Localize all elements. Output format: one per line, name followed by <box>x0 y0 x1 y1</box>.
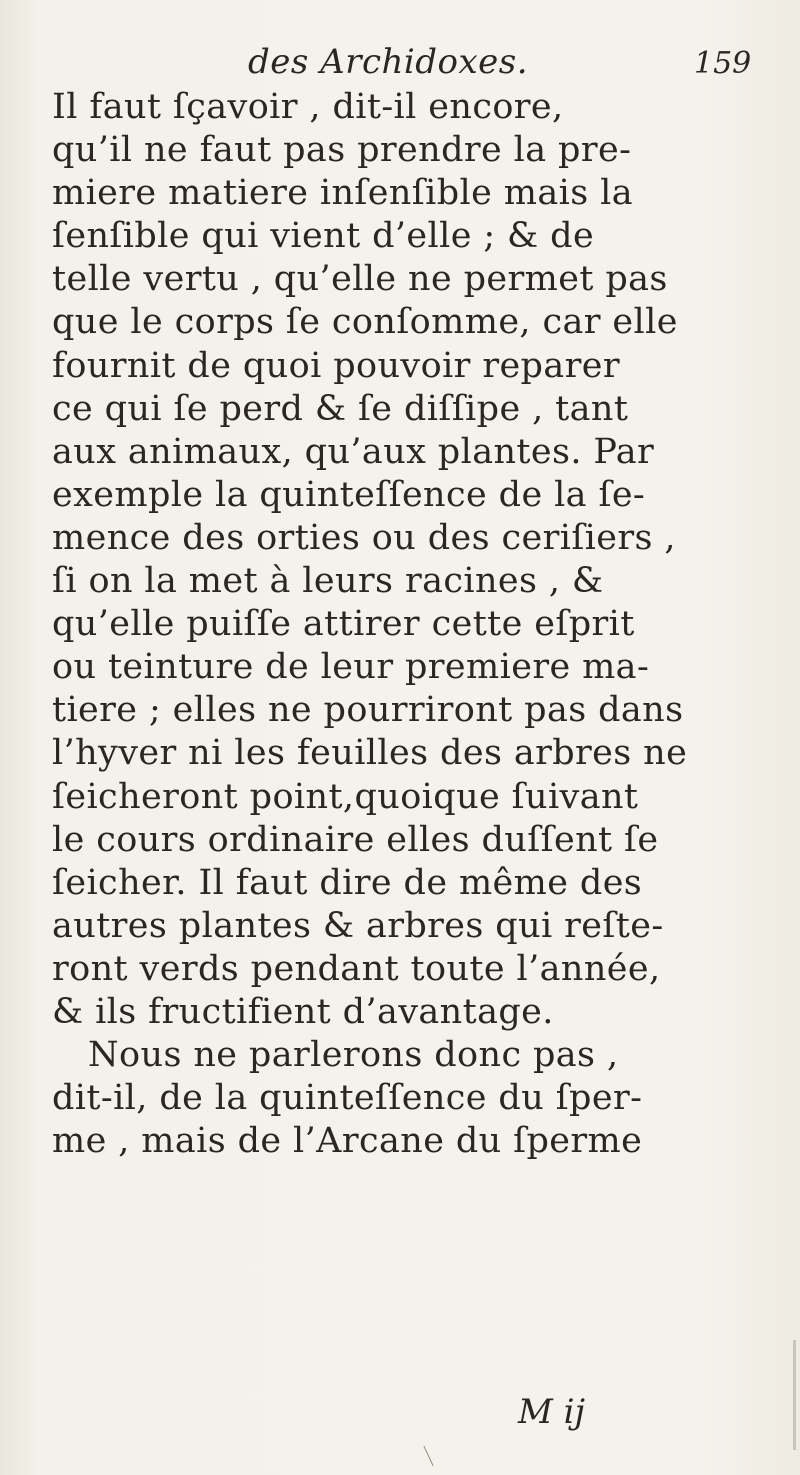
page-header <box>0 42 800 92</box>
text-line: ſenſible qui vient d’elle ; & de <box>52 216 595 257</box>
text-line: autres plantes & arbres qui reſte- <box>52 905 664 946</box>
text-line: & ils fructifient d’avantage. <box>52 991 554 1032</box>
paragraph-start-line: Nous ne parlerons donc pas , <box>88 1035 619 1076</box>
text-line: ſeicheront point,quoique ſuivant <box>52 776 639 817</box>
text-line: ou teinture de leur premiere ma- <box>52 647 650 688</box>
text-line: tiere ; elles ne pourriront pas dans <box>52 690 684 731</box>
text-line: Il faut ſçavoir , dit-il encore, <box>52 87 564 127</box>
text-line: dit-il, de la quinteſſence du ſper- <box>52 1078 643 1119</box>
text-line: le cours ordinaire elles duſſent ſe <box>52 819 659 860</box>
text-line: qu’elle puiſſe attirer cette eſprit <box>52 604 635 645</box>
text-line: l’hyver ni les feuilles des arbres ne <box>52 733 688 774</box>
running-title: des Archidoxes. <box>248 42 529 82</box>
text-line: telle vertu , qu’elle ne permet pas <box>52 259 668 300</box>
text-line: ſeicher. Il faut dire de même des <box>52 862 643 903</box>
text-line: aux animaux, qu’aux plantes. Par <box>52 431 655 472</box>
body-text <box>52 86 712 1163</box>
paper-mark <box>423 1446 433 1466</box>
text-line: fournit de quoi pouvoir reparer <box>52 345 621 386</box>
page-number: 159 <box>694 46 752 81</box>
text-line: ſi on la met à leurs racines , & <box>52 561 604 602</box>
text-line: miere matiere inſenſible mais la <box>52 173 633 214</box>
text-line: ront verds pendant toute l’année, <box>52 948 661 989</box>
text-line: qu’il ne faut pas prendre la pre- <box>52 130 632 171</box>
text-line: me , mais de l’Arcane du ſperme <box>52 1121 643 1162</box>
page-edge-shadow <box>793 1340 796 1450</box>
text-line: exemple la quinteſſence de la ſe- <box>52 474 646 515</box>
signature-mark: M ij <box>518 1392 586 1432</box>
text-line: mence des orties ou des ceriſiers , <box>52 517 676 558</box>
text-line: que le corps ſe conſomme, car elle <box>52 302 678 343</box>
text-line: ce qui ſe perd & ſe diſſipe , tant <box>52 388 629 429</box>
